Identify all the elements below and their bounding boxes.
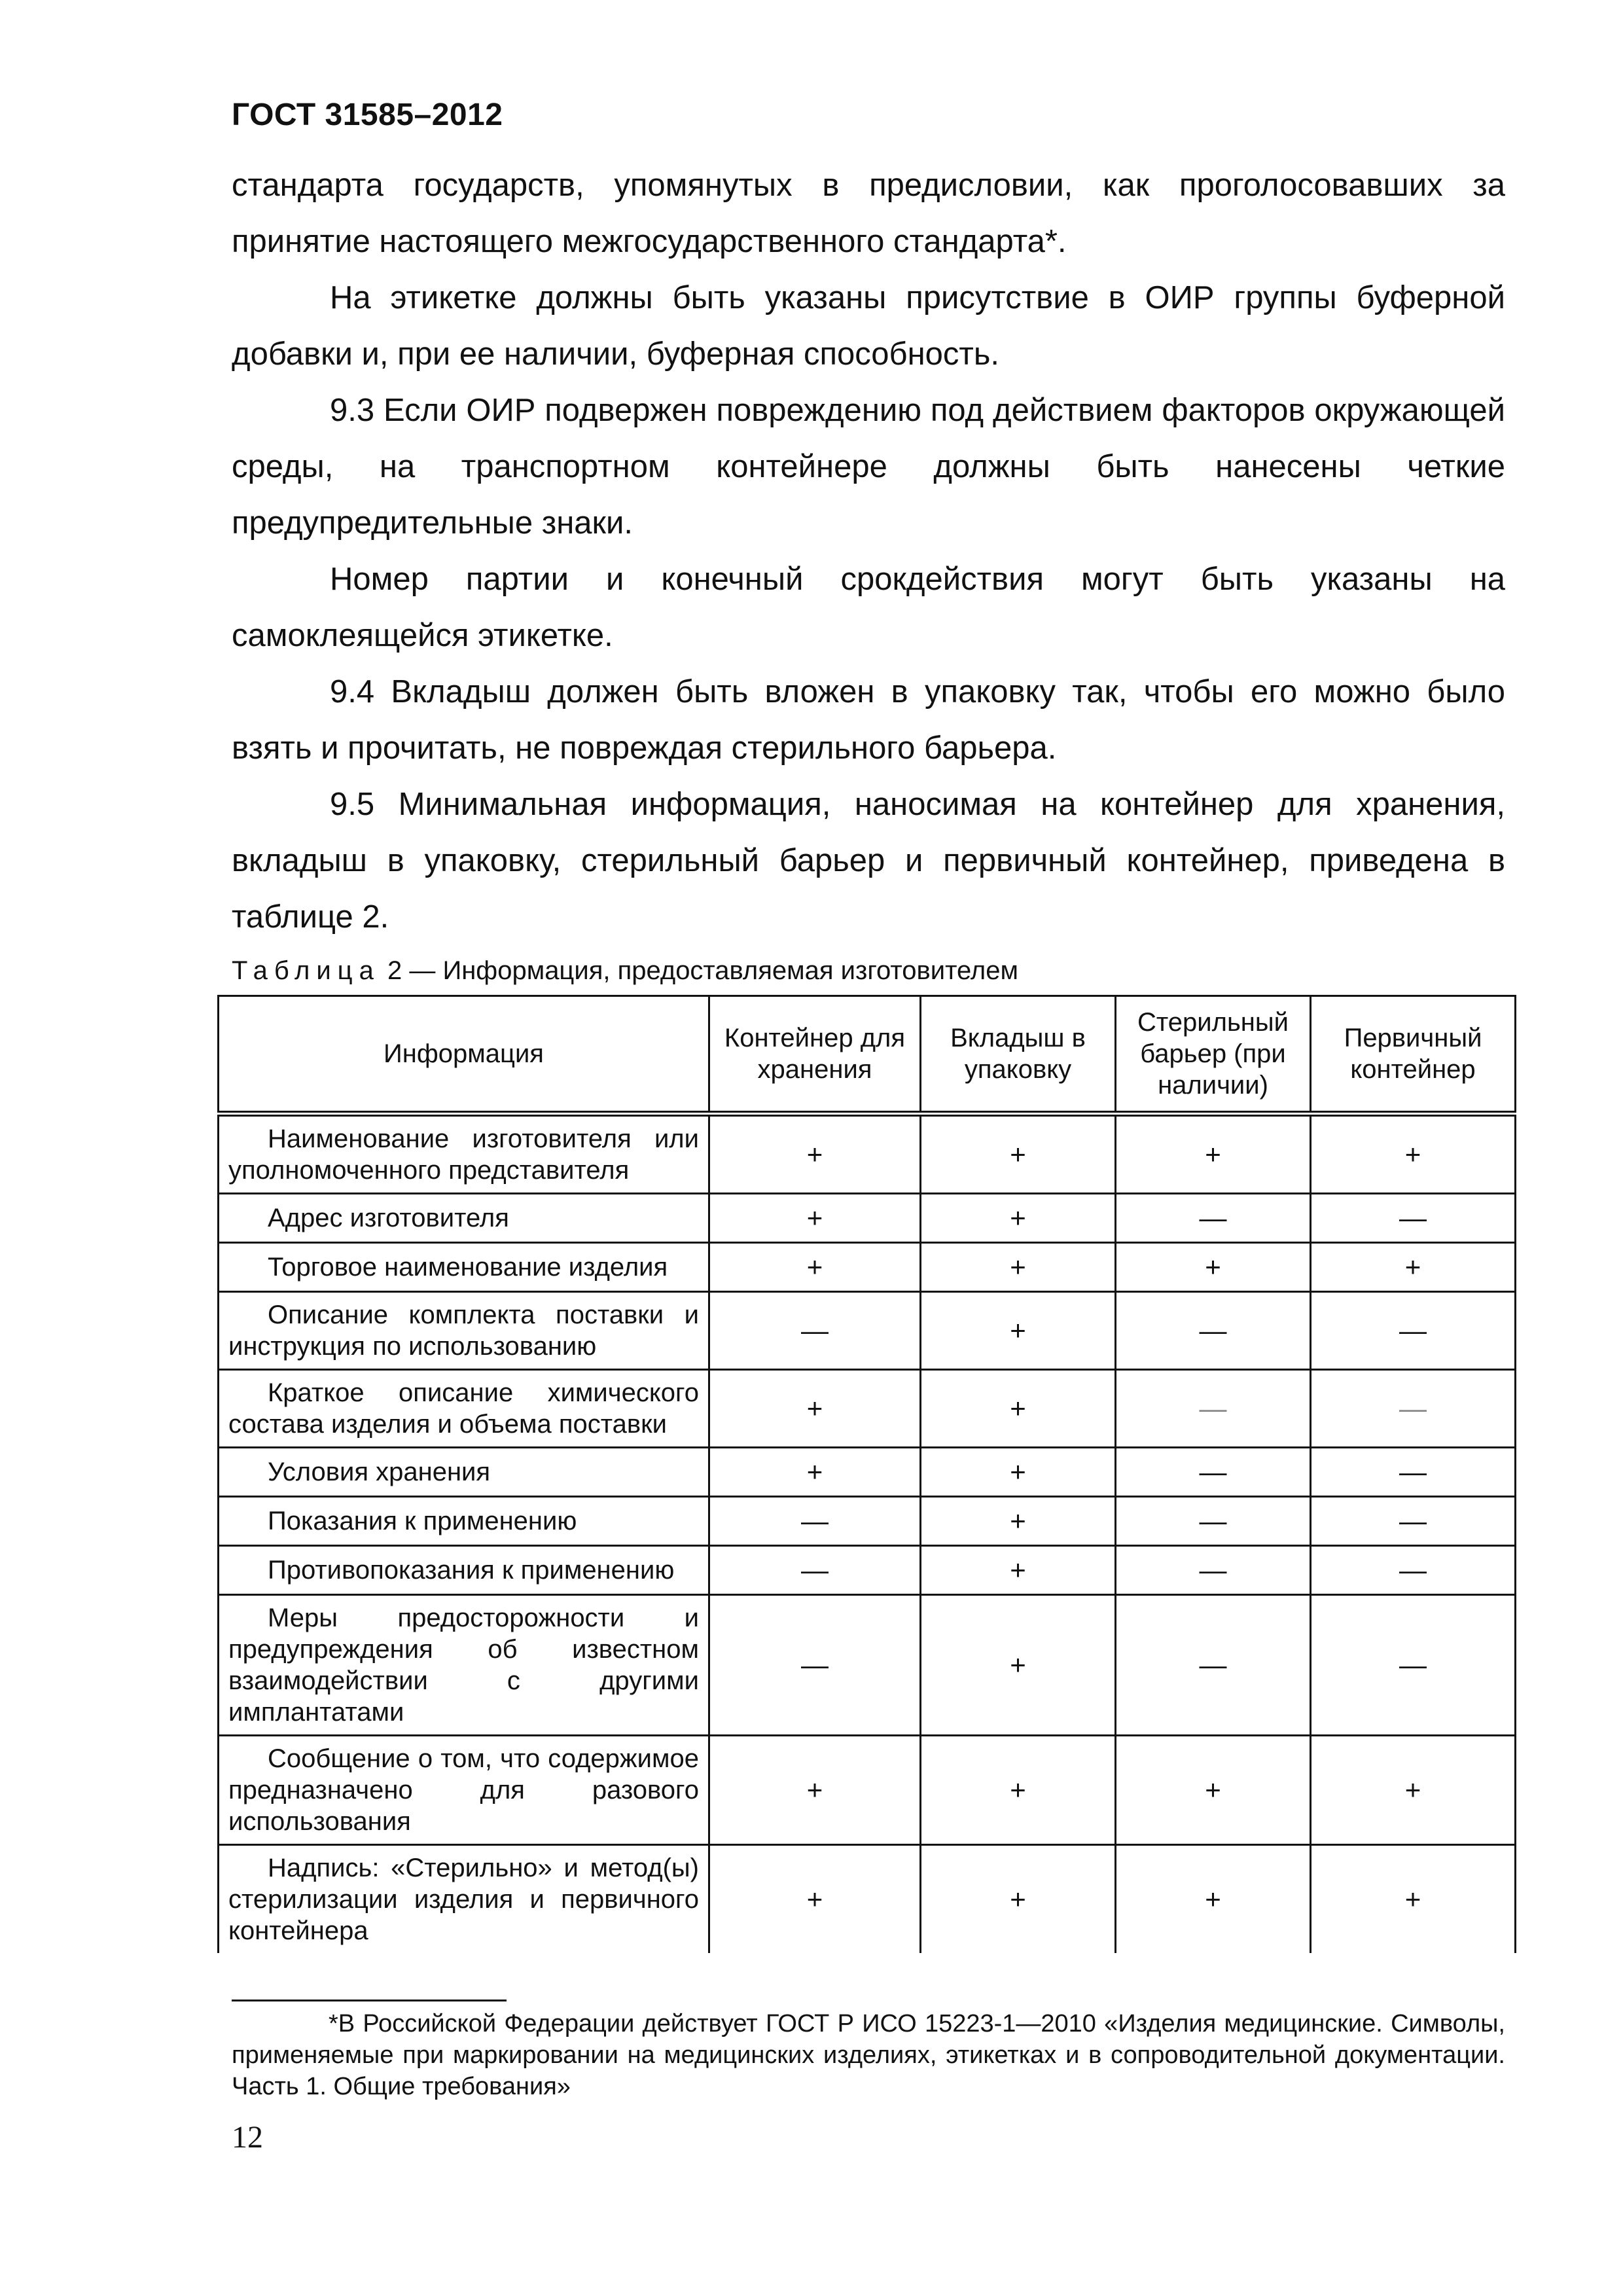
row-label: Условия хранения bbox=[219, 1448, 709, 1497]
header-information: Информация bbox=[219, 996, 709, 1114]
header-storage-container: Контейнер для хранения bbox=[709, 996, 921, 1114]
row-label: Описание комплекта поставки и инструкция по использованию bbox=[219, 1292, 709, 1370]
table-header-row bbox=[219, 996, 1516, 1114]
row-label: Сообщение о том, что содержимое предназначено для разового использования bbox=[219, 1736, 709, 1845]
cell-value: + bbox=[709, 1243, 921, 1292]
row-label: Противопоказания к применению bbox=[219, 1546, 709, 1595]
row-label: Адрес изготовителя bbox=[219, 1194, 709, 1243]
table-caption bbox=[232, 955, 1018, 986]
header-primary-container: Первичный контейнер bbox=[1311, 996, 1516, 1114]
table-row bbox=[219, 1243, 1516, 1292]
table-row bbox=[219, 1114, 1516, 1194]
cell-value: + bbox=[709, 1736, 921, 1845]
cell-value: + bbox=[1116, 1114, 1311, 1194]
paragraph-9-5: 9.5 Минимальная информация, наносимая на контейнер для хранения, вкладыш в упаковку, стерильный барьер и первичный контейнер, приведена в таблице 2. bbox=[232, 787, 1505, 935]
cell-value: + bbox=[709, 1114, 921, 1194]
cell-value: — bbox=[1116, 1448, 1311, 1497]
cell-value: + bbox=[1116, 1243, 1311, 1292]
row-label: Краткое описание химического состава изделия и объема поставки bbox=[219, 1370, 709, 1448]
table-row bbox=[219, 1546, 1516, 1595]
cell-value: + bbox=[1311, 1243, 1516, 1292]
cell-value: — bbox=[1116, 1497, 1311, 1546]
table-row bbox=[219, 1194, 1516, 1243]
cell-value: + bbox=[709, 1845, 921, 1954]
table-caption-number: 2 bbox=[387, 956, 402, 985]
table-row bbox=[219, 1736, 1516, 1845]
body-text bbox=[232, 157, 1505, 945]
table-row bbox=[219, 1845, 1516, 1954]
cell-value: + bbox=[921, 1292, 1116, 1370]
info-table bbox=[217, 995, 1516, 1953]
cell-value: — bbox=[709, 1497, 921, 1546]
cell-value: + bbox=[921, 1546, 1116, 1595]
cell-value: + bbox=[1311, 1845, 1516, 1954]
row-label: Наименование изготовителя или уполномоченного представителя bbox=[219, 1114, 709, 1194]
footnote-text: *В Российской Федерации действует ГОСТ Р ИСО 15223-1—2010 «Изделия медицинские. Символы, применяемые при маркировании на медицинских изделиях, этикетках и в сопроводительной документации. Часть 1. Общие требования» bbox=[232, 2010, 1505, 2100]
cell-value: + bbox=[921, 1370, 1116, 1448]
header-package-insert: Вкладыш в упаковку bbox=[921, 996, 1116, 1114]
cell-value: + bbox=[709, 1448, 921, 1497]
cell-value: — bbox=[1311, 1546, 1516, 1595]
footnote-divider bbox=[232, 2000, 507, 2001]
cell-value: + bbox=[1116, 1736, 1311, 1845]
row-label: Торговое наименование изделия bbox=[219, 1243, 709, 1292]
table-caption-label: Таблица bbox=[232, 956, 380, 985]
cell-value: + bbox=[921, 1845, 1116, 1954]
table-caption-text: — Информация, предоставляемая изготовителем bbox=[402, 956, 1018, 985]
cell-value: — bbox=[1116, 1292, 1311, 1370]
row-label: Показания к применению bbox=[219, 1497, 709, 1546]
header-sterile-barrier: Стерильный барьер (при наличии) bbox=[1116, 996, 1311, 1114]
page-number: 12 bbox=[232, 2120, 263, 2155]
row-label: Надпись: «Стерильно» и метод(ы) стерилизации изделия и первичного контейнера bbox=[219, 1845, 709, 1954]
cell-value: — bbox=[1116, 1546, 1311, 1595]
cell-value: + bbox=[709, 1370, 921, 1448]
paragraph-batch-number: Номер партии и конечный срокдействия могут быть указаны на самоклеящейся этикетке. bbox=[232, 562, 1505, 653]
cell-value: — bbox=[1116, 1370, 1311, 1448]
cell-value: + bbox=[921, 1497, 1116, 1546]
table-row bbox=[219, 1497, 1516, 1546]
paragraph-label-info: На этикетке должны быть указаны присутствие в ОИР группы буферной добавки и, при ее наличии, буферная способность. bbox=[232, 280, 1505, 372]
footnote bbox=[232, 2008, 1505, 2102]
row-label: Меры предосторожности и предупреждения об известном взаимодействии с другими имплантатами bbox=[219, 1595, 709, 1736]
table-row bbox=[219, 1292, 1516, 1370]
table-row bbox=[219, 1448, 1516, 1497]
paragraph-continuation: стандарта государств, упомянутых в предисловии, как проголосовавших за принятие настоящего межгосударственного стандарта*. bbox=[232, 168, 1505, 259]
cell-value: — bbox=[1311, 1370, 1516, 1448]
cell-value: — bbox=[1311, 1194, 1516, 1243]
cell-value: + bbox=[921, 1114, 1116, 1194]
cell-value: — bbox=[709, 1292, 921, 1370]
cell-value: + bbox=[921, 1595, 1116, 1736]
cell-value: + bbox=[709, 1194, 921, 1243]
cell-value: + bbox=[1116, 1845, 1311, 1954]
document-header: ГОСТ 31585–2012 bbox=[232, 98, 503, 132]
cell-value: — bbox=[1116, 1194, 1311, 1243]
cell-value: + bbox=[921, 1448, 1116, 1497]
paragraph-9-4: 9.4 Вкладыш должен быть вложен в упаковку так, чтобы его можно было взять и прочитать, не повреждая стерильного барьера. bbox=[232, 674, 1505, 766]
cell-value: + bbox=[921, 1243, 1116, 1292]
cell-value: + bbox=[921, 1736, 1116, 1845]
paragraph-9-3: 9.3 Если ОИР подвержен повреждению под действием факторов окружающей среды, на транспортном контейнере должны быть нанесены четкие предупредительные знаки. bbox=[232, 393, 1505, 541]
table-row bbox=[219, 1370, 1516, 1448]
cell-value: + bbox=[1311, 1736, 1516, 1845]
cell-value: — bbox=[1311, 1292, 1516, 1370]
cell-value: — bbox=[1311, 1497, 1516, 1546]
cell-value: — bbox=[709, 1546, 921, 1595]
cell-value: — bbox=[709, 1595, 921, 1736]
table-row bbox=[219, 1595, 1516, 1736]
cell-value: + bbox=[921, 1194, 1116, 1243]
cell-value: — bbox=[1116, 1595, 1311, 1736]
cell-value: + bbox=[1311, 1114, 1516, 1194]
cell-value: — bbox=[1311, 1448, 1516, 1497]
cell-value: — bbox=[1311, 1595, 1516, 1736]
